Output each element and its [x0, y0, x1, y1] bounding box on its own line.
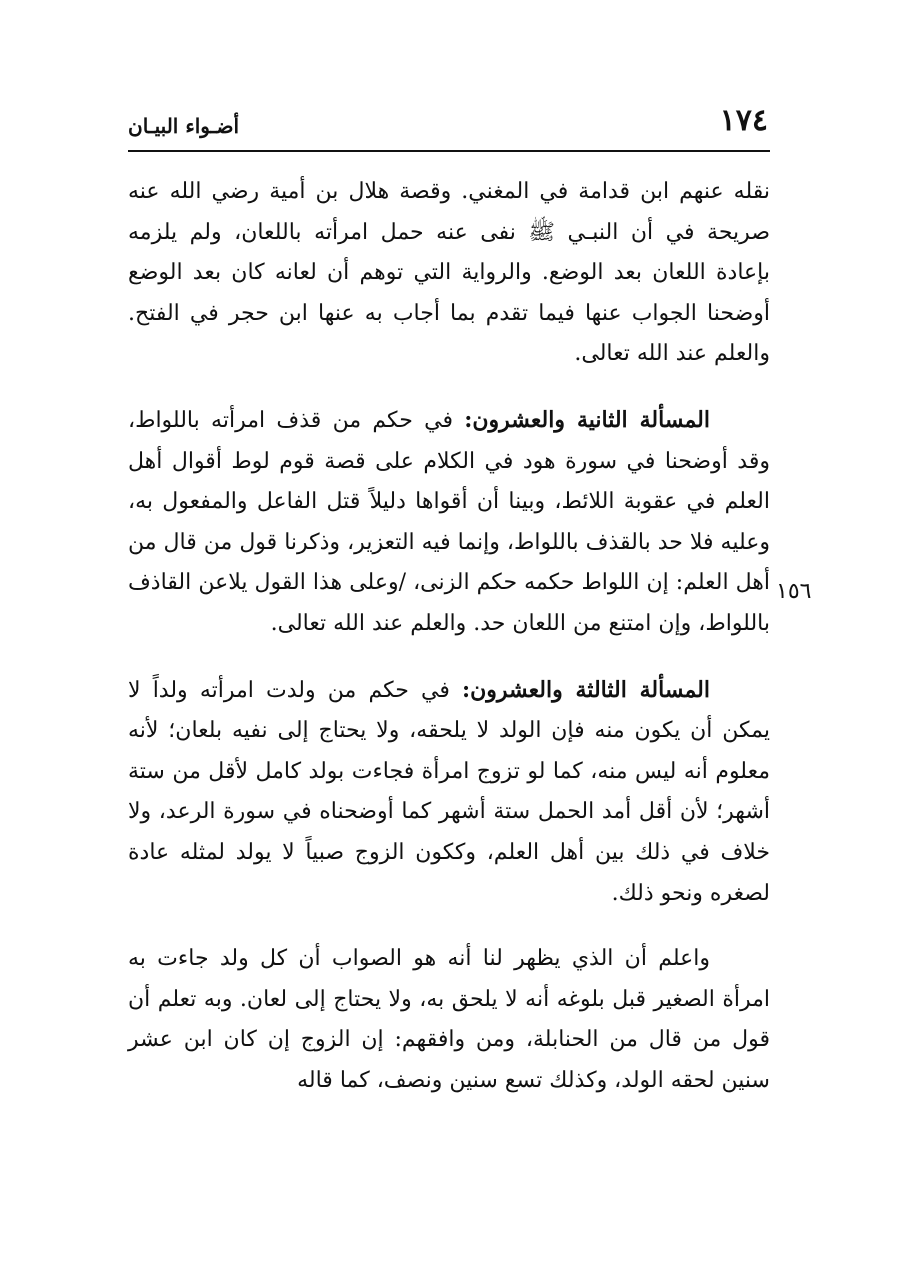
issue-22-text: في حكم من قذف امرأته باللواط، وقد أوضحنا في سورة هود في الكلام على قصة قوم لوط أقوال أهل العلم في عقوبة اللائط، وبينا أن أقواها دليلاً قتل الفاعل والمفعول به، وعليه فلا حد بالقذف باللواط، وإنما فيه التعزير، وذكرنا قول من قال من أهل العلم: إن اللواط حكمه حكم الزنى، /وعلى هذا القول يلاعن القاذف باللواط، وإن امتنع من اللعان حد. والعلم عند الله تعالى.	[128, 407, 770, 636]
running-title: أضـواء البيـان	[128, 114, 240, 138]
issue-23-text: في حكم من ولدت امرأته ولداً لا يمكن أن يكون منه فإن الولد لا يلحقه، ولا يحتاج إلى نفيه بلعان؛ لأنه معلوم أنه ليس منه، كما لو تزوج امرأة فجاءت بولد كامل لأقل من ستة أشهر؛ لأن أقل أمد الحمل ستة أشهر كما أوضحناه في سورة الرعد، ولا خلاف في ذلك بين أهل العلم، وككون الزوج صبياً لا يولد لمثله عادة لصغره ونحو ذلك.	[128, 677, 770, 906]
issue-23-heading: المسألة الثالثة والعشرون:	[461, 676, 710, 703]
paragraph-issue-23	[128, 670, 770, 915]
header-rule	[128, 150, 770, 152]
page-number: ١٧٤	[719, 103, 768, 138]
paragraph-1-text: نقله عنهم ابن قدامة في المغني. وقصة هلال بن أمية رضي الله عنه صريحة في أن النبـي ﷺ نفى عنه حمل امرأته باللعان، ولم يلزمه بإعادة اللعان بعد الوضع. والرواية التي توهم أن لعانه كان بعد الوضع أوضحنا الجواب عنها فيما تقدم بما أجاب به عنها ابن حجر في الفتح. والعلم عند الله تعالى.	[128, 179, 771, 367]
body-text	[128, 172, 770, 1126]
paragraph-1	[128, 172, 770, 375]
paragraph-4	[128, 939, 770, 1101]
paragraph-4-text: واعلم أن الذي يظهر لنا أنه هو الصواب أن كل ولد جاءت به امرأة الصغير قبل بلوغه أنه لا يلحق به، ولا يحتاج إلى لعان. وبه تعلم أن قول من قال من الحنابلة، ومن وافقهم: إن الزوج إن كان ابن عشر سنين لحقه الولد، وكذلك تسع سنين ونصف، كما قاله	[128, 946, 770, 1093]
margin-page-reference: ١٥٦	[776, 579, 812, 604]
paragraph-issue-22	[128, 400, 770, 645]
page-header	[128, 104, 768, 144]
issue-22-heading: المسألة الثانية والعشرون:	[464, 406, 710, 433]
